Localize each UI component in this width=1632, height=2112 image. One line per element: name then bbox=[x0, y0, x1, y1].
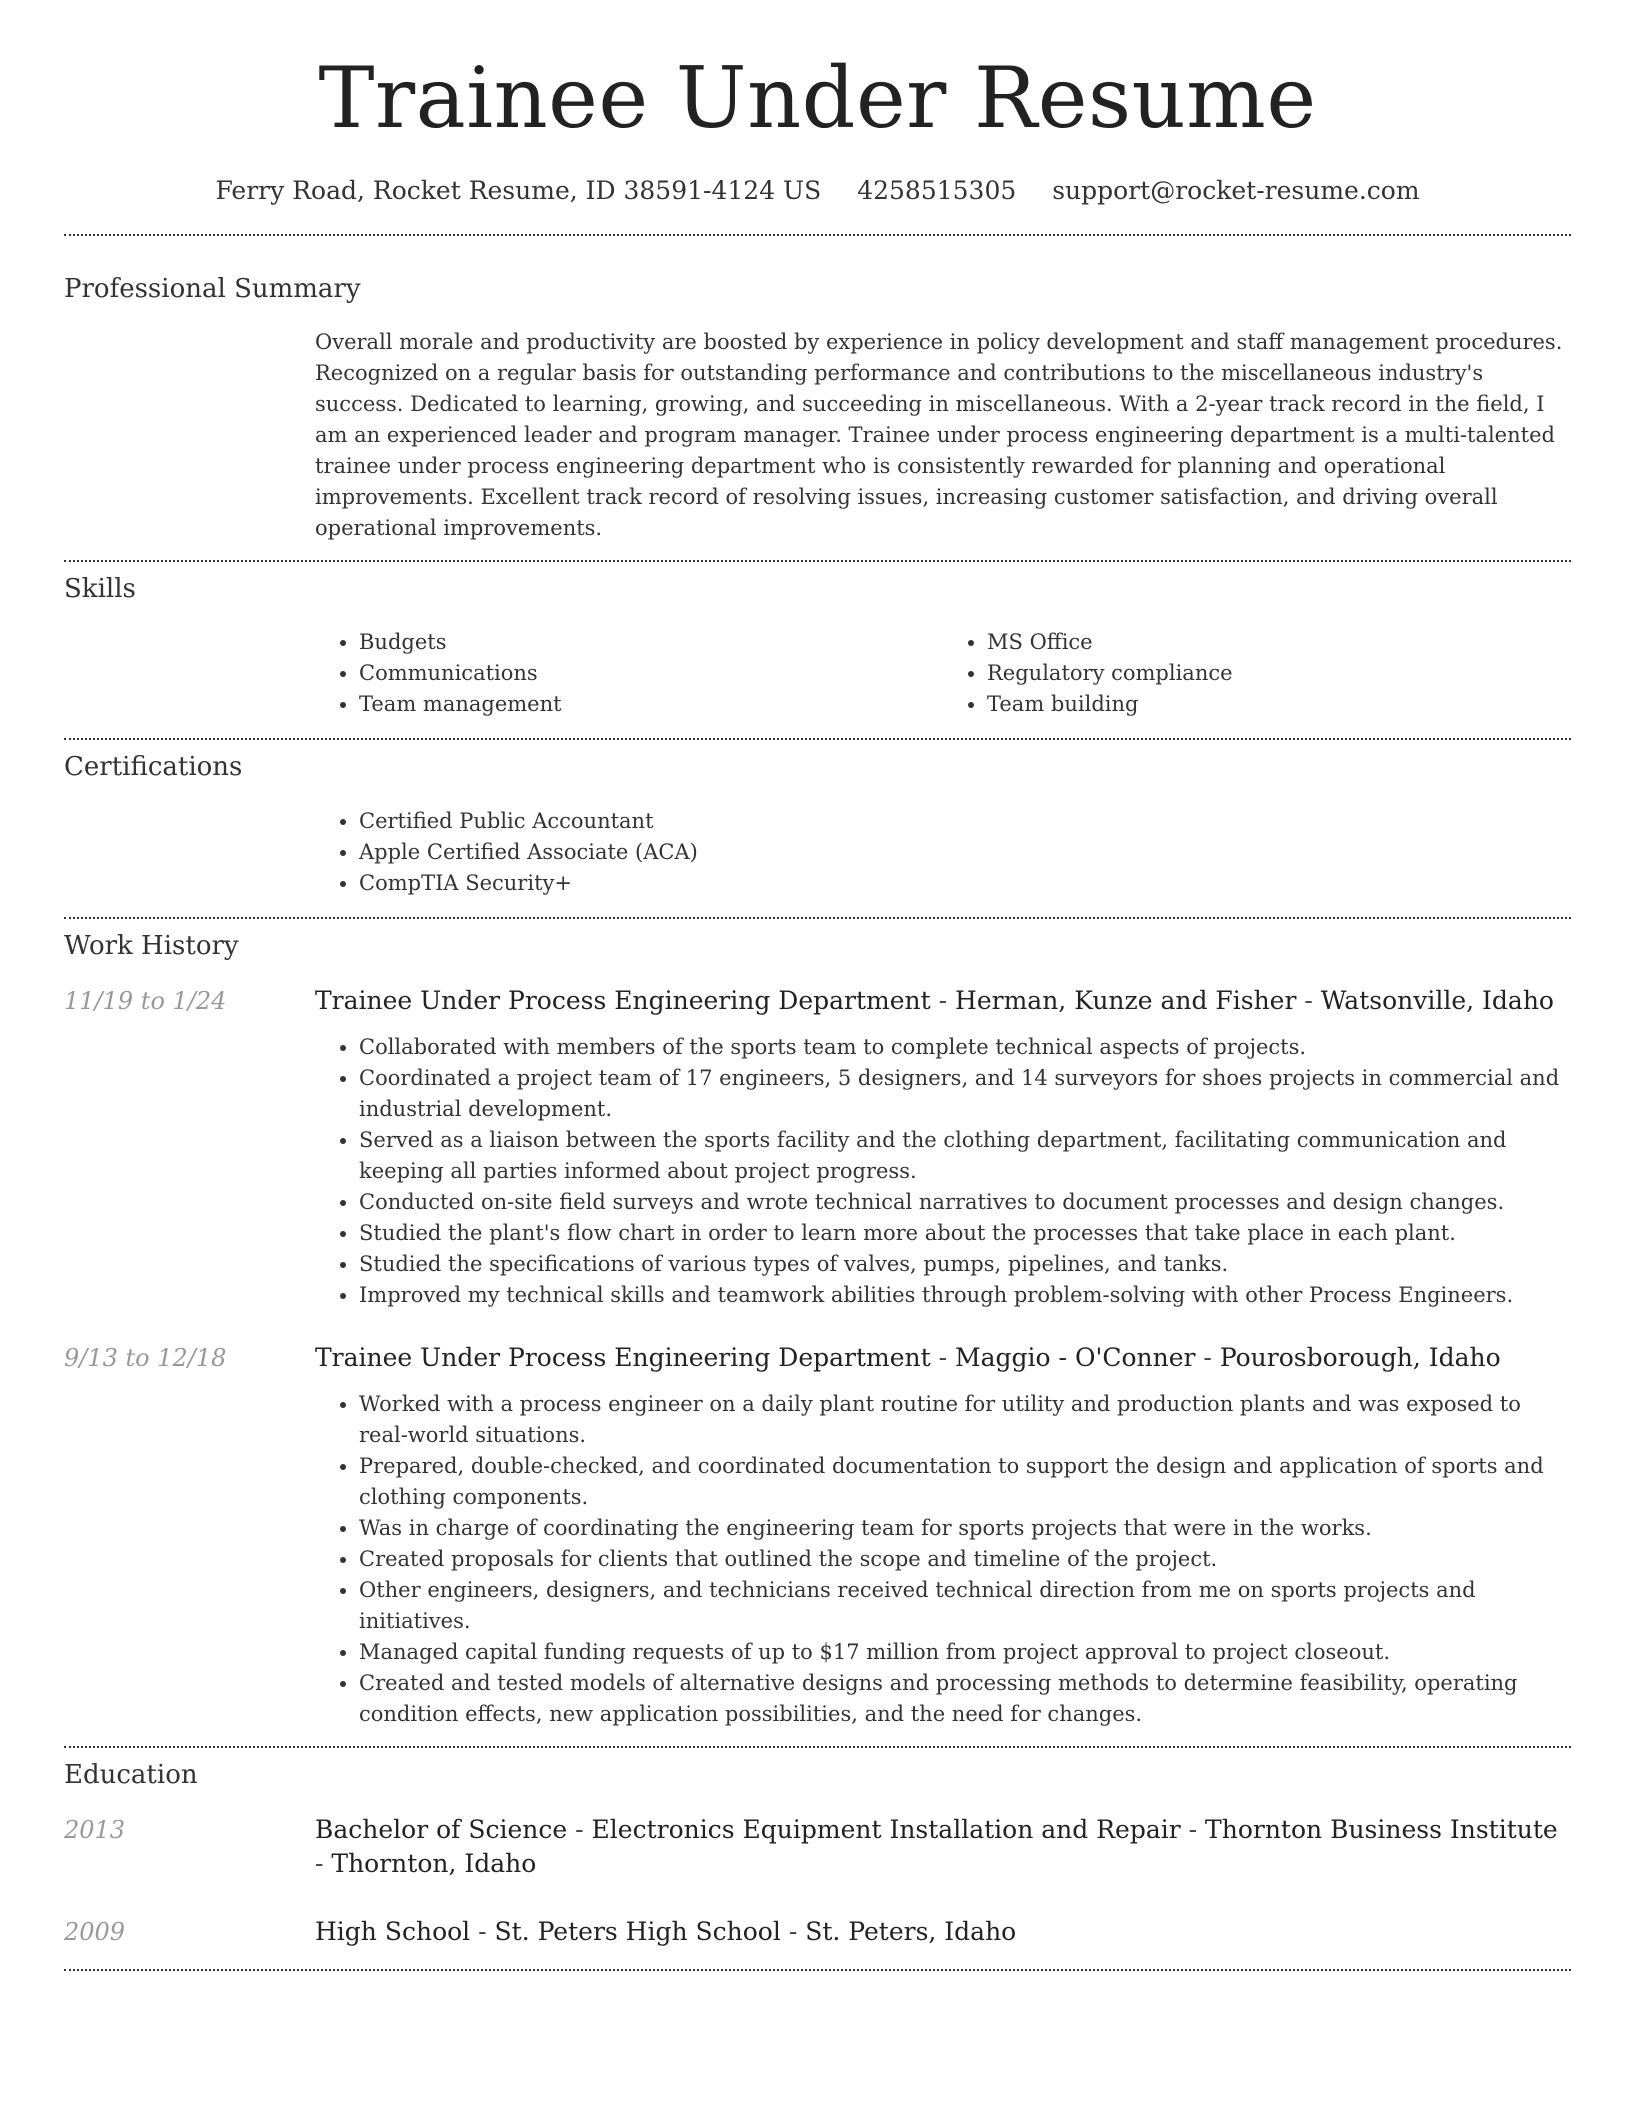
education-field: Electronics Equipment Installation and Repair bbox=[591, 1814, 1181, 1844]
education-heading: Bachelor of Science - Electronics Equipment Installation and Repair - Thornton Business Institute - Thornton, Idaho bbox=[315, 1814, 1558, 1878]
education-entry bbox=[64, 1813, 1571, 1881]
education-entry bbox=[64, 1915, 1571, 1949]
job-heading: Trainee Under Process Engineering Department - Herman, Kunze and Fisher - Watsonville, Idaho bbox=[315, 985, 1554, 1015]
summary-content bbox=[315, 327, 1571, 544]
certifications-title: Certifications bbox=[64, 752, 243, 783]
certification-item: • Apple Certified Associate (ACA) bbox=[359, 837, 1571, 868]
certification-item: • CompTIA Security+ bbox=[359, 868, 1571, 899]
job-bullet: • Created proposals for clients that outlined the scope and timeline of the project. bbox=[359, 1544, 1571, 1575]
education-location: St. Peters, Idaho bbox=[805, 1916, 1017, 1946]
skills-grid bbox=[315, 627, 1571, 720]
skill-item: • Budgets bbox=[359, 627, 943, 658]
job-bullet: • Studied the specifications of various types of valves, pumps, pipelines, and tanks. bbox=[359, 1249, 1571, 1280]
education-heading: High School - St. Peters High School - St. Peters, Idaho bbox=[315, 1916, 1017, 1946]
candidate-name: Trainee Under Resume bbox=[318, 49, 1317, 147]
education-title: Education bbox=[64, 1759, 198, 1790]
job-header-row bbox=[64, 984, 1571, 1018]
job-position: Trainee Under Process Engineering Department bbox=[315, 1342, 931, 1372]
job-bullet: • Other engineers, designers, and technicians received technical direction from me on sports projects and initiatives. bbox=[359, 1575, 1571, 1637]
contact-email: support@rocket-resume.com bbox=[1052, 176, 1420, 205]
certification-item: • Certified Public Accountant bbox=[359, 806, 1571, 837]
contact-phone: 4258515305 bbox=[857, 176, 1017, 205]
job-bullet: • Prepared, double-checked, and coordinated documentation to support the design and application of sports and clothing components. bbox=[359, 1451, 1571, 1513]
skill-item: • Team building bbox=[987, 689, 1571, 720]
job-company: Herman, Kunze and Fisher bbox=[955, 985, 1297, 1015]
job-dates: 11/19 to 1/24 bbox=[64, 986, 227, 1015]
summary-title: Professional Summary bbox=[64, 274, 361, 304]
job-dates: 9/13 to 12/18 bbox=[64, 1343, 227, 1372]
job-bullets bbox=[315, 1389, 1571, 1730]
job-entry bbox=[64, 984, 1571, 1311]
skills-section bbox=[64, 562, 1571, 720]
job-bullet-list bbox=[315, 1389, 1571, 1730]
education-divider bbox=[64, 1969, 1571, 1971]
skills-title: Skills bbox=[64, 574, 136, 605]
job-bullet: • Studied the plant's flow chart in order to learn more about the processes that take place in each plant. bbox=[359, 1218, 1571, 1249]
job-position: Trainee Under Process Engineering Department bbox=[315, 985, 931, 1015]
job-bullet: • Was in charge of coordinating the engineering team for sports projects that were in the works. bbox=[359, 1513, 1571, 1544]
job-bullet: • Conducted on-site field surveys and wrote technical narratives to document processes and design changes. bbox=[359, 1187, 1571, 1218]
job-bullet: • Improved my technical skills and teamwork abilities through problem-solving with other Process Engineers. bbox=[359, 1280, 1571, 1311]
job-location: Watsonville, Idaho bbox=[1320, 985, 1554, 1015]
education-school: St. Peters High School bbox=[494, 1916, 781, 1946]
skill-item: • Team management bbox=[359, 689, 943, 720]
summary-text: Overall morale and productivity are boosted by experience in policy development and staff management procedures. Recognized on a regular basis for outstanding performance and contributions to the miscellaneous industry's success. Dedicated to learning, growing, and succeeding in miscellaneous. With a 2-year track record in the field, I am an experienced leader and program manager. Trainee under process engineering department is a multi-talented trainee under process engineering department who is consistently rewarded for planning and operational improvements. Excellent track record of resolving issues, increasing customer satisfaction, and driving overall operational improvements. bbox=[315, 330, 1563, 541]
certifications-section bbox=[64, 740, 1571, 898]
job-entry bbox=[64, 1341, 1571, 1730]
skill-item: • Communications bbox=[359, 658, 943, 689]
job-bullet: • Created and tested models of alternative designs and processing methods to determine feasibility, operating condition effects, new application possibilities, and the need for changes. bbox=[359, 1668, 1571, 1730]
job-header-row bbox=[64, 1341, 1571, 1375]
summary-section bbox=[64, 236, 1571, 544]
education-school: Thornton Business Institute bbox=[1205, 1814, 1558, 1844]
job-bullet-list bbox=[315, 1032, 1571, 1311]
certifications-list bbox=[315, 806, 1571, 899]
education-degree: Bachelor of Science bbox=[315, 1814, 568, 1844]
skill-item: • Regulatory compliance bbox=[987, 658, 1571, 689]
education-degree: High School bbox=[315, 1916, 471, 1946]
job-company: Maggio - O'Conner bbox=[955, 1342, 1196, 1372]
skills-list-right bbox=[943, 627, 1571, 720]
job-location: Pourosborough, Idaho bbox=[1219, 1342, 1501, 1372]
skills-list-left bbox=[315, 627, 943, 720]
work-section bbox=[64, 919, 1571, 1730]
job-bullet: • Managed capital funding requests of up to $17 million from project approval to project closeout. bbox=[359, 1637, 1571, 1668]
education-year: 2009 bbox=[64, 1917, 126, 1946]
education-year: 2013 bbox=[64, 1815, 126, 1844]
job-bullet: • Coordinated a project team of 17 engineers, 5 designers, and 14 surveyors for shoes projects in commercial and industrial development. bbox=[359, 1063, 1571, 1125]
work-title: Work History bbox=[64, 930, 239, 961]
job-bullet: • Worked with a process engineer on a daily plant routine for utility and production plants and was exposed to real-world situations. bbox=[359, 1389, 1571, 1451]
contact-line bbox=[64, 176, 1571, 206]
education-location: Thornton, Idaho bbox=[331, 1848, 537, 1878]
job-bullet: • Collaborated with members of the sports team to complete technical aspects of projects. bbox=[359, 1032, 1571, 1063]
job-heading: Trainee Under Process Engineering Department - Maggio - O'Conner - Pourosborough, Idaho bbox=[315, 1342, 1501, 1372]
job-bullet: • Served as a liaison between the sports facility and the clothing department, facilitating communication and keeping all parties informed about project progress. bbox=[359, 1125, 1571, 1187]
contact-address: Ferry Road, Rocket Resume, ID 38591-4124 US bbox=[215, 176, 822, 205]
education-section bbox=[64, 1748, 1571, 1949]
certifications-content bbox=[315, 806, 1571, 899]
job-bullets bbox=[315, 1032, 1571, 1311]
skill-item: • MS Office bbox=[987, 627, 1571, 658]
resume-page bbox=[64, 0, 1571, 1971]
